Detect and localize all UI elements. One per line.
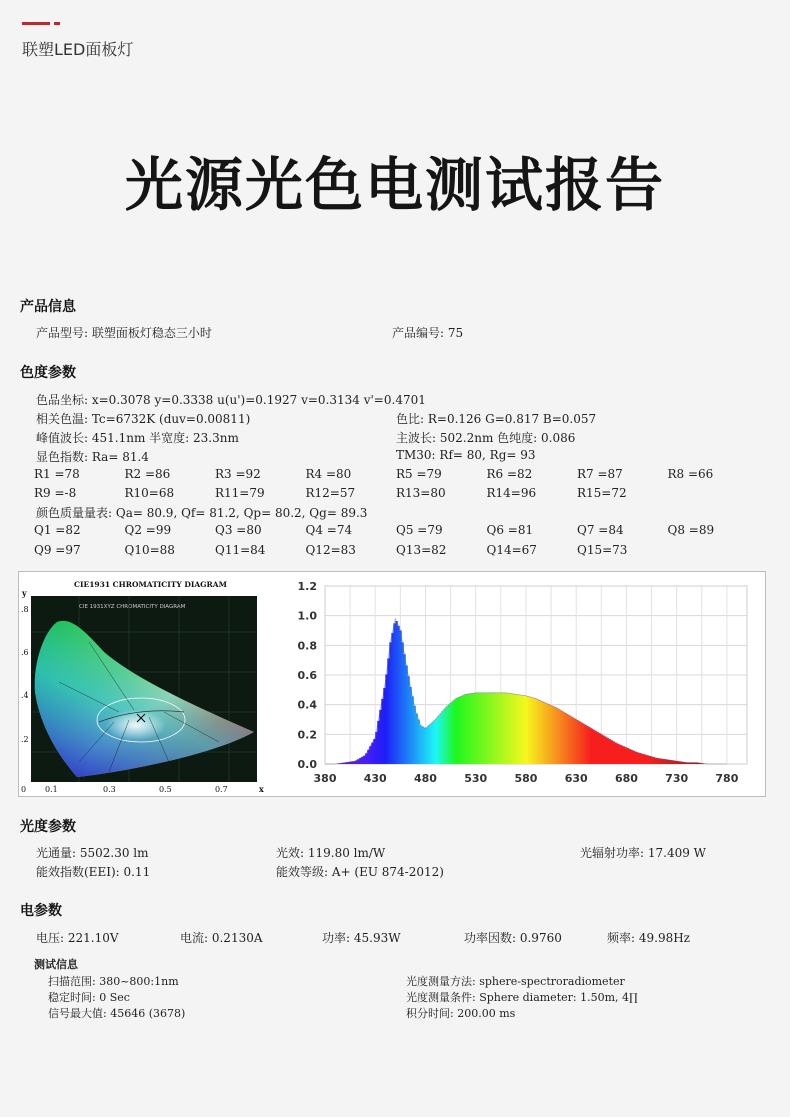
r-value-item: R6 =82 <box>486 467 533 481</box>
spd-y-tick: 1.0 <box>297 609 317 623</box>
r-value-item: R10=68 <box>124 486 175 500</box>
cie-inner-title: CIE 1931XYZ CHROMATICITY DIAGRAM <box>79 604 186 610</box>
section-heading-color: 色度参数 <box>20 365 76 381</box>
cie-x-tick: 0.5 <box>159 785 172 794</box>
q-value-item: Q8 =89 <box>667 523 715 537</box>
r-value-item: R2 =86 <box>124 467 171 481</box>
section-heading-product: 产品信息 <box>20 299 76 315</box>
measure-condition: 光度测量条件: Sphere diameter: 1.50m, 4∏ <box>406 991 638 1004</box>
r-value-item: R13=80 <box>396 486 446 500</box>
spd-y-tick: 0.8 <box>297 639 317 653</box>
radiant-power: 光辐射功率: 17.409 W <box>580 846 706 860</box>
cie-y-tick: .2 <box>21 735 29 744</box>
q-value-item: Q9 =97 <box>34 543 81 557</box>
q-value-item: Q5 =79 <box>396 523 443 537</box>
accent-dot <box>54 22 60 25</box>
cie-y-label: y <box>22 588 27 598</box>
cie-x-tick: 0.3 <box>103 785 116 794</box>
luminous-efficacy: 光效: 119.80 lm/W <box>276 846 386 860</box>
cie-y-tick: .6 <box>21 648 29 657</box>
test-info-heading: 测试信息 <box>34 958 78 971</box>
q-value-item: Q14=67 <box>486 543 537 557</box>
spectrum-chart <box>273 572 765 796</box>
r-value-item: R12=57 <box>305 486 356 500</box>
peak-wavelength: 峰值波长: 451.1nm 半宽度: 23.3nm <box>36 431 239 445</box>
figure-panel <box>18 571 766 797</box>
r-value-item: R9 =-8 <box>34 486 77 500</box>
section-heading-photometric: 光度参数 <box>20 819 76 835</box>
cie-x-tick: 0.7 <box>215 785 228 794</box>
page-title: 光源光色电测试报告 <box>124 151 665 219</box>
voltage-value: 电压: 221.10V <box>36 931 119 945</box>
spd-x-tick: 730 <box>665 772 689 785</box>
r-value-item: R3 =92 <box>215 467 261 481</box>
r-value-item: R5 =79 <box>396 467 442 481</box>
product-serial: 产品编号: 75 <box>392 326 464 340</box>
stable-time: 稳定时间: 0 Sec <box>48 991 130 1004</box>
spd-y-tick: 0.6 <box>297 669 317 682</box>
scan-range: 扫描范围: 380~800:1nm <box>48 975 179 988</box>
cie-y-tick: .8 <box>21 605 29 614</box>
q-value-item: Q6 =81 <box>486 523 534 537</box>
chromaticity-coords: 色品坐标: x=0.3078 y=0.3338 u(u')=0.1927 v=0.3134 v'=0.4701 <box>36 393 426 407</box>
power-factor: 功率因数: 0.9760 <box>464 931 562 945</box>
q-value-item: Q7 =84 <box>577 523 624 537</box>
quality-scale: 颜色质量量表: Qa= 80.9, Qf= 81.2, Qp= 80.2, Qg= 89.3 <box>36 506 368 520</box>
q-value-item: Q10=88 <box>124 543 175 557</box>
spd-y-tick: 1.2 <box>297 580 317 593</box>
q-value-item: Q3 =80 <box>215 523 262 537</box>
signal-max: 信号最大值: 45646 (3678) <box>48 1007 186 1020</box>
r-value-item: R14=96 <box>486 486 537 500</box>
r-value-item: R4 =80 <box>305 467 352 481</box>
power-value: 功率: 45.93W <box>322 931 401 945</box>
r-value-item: R7 =87 <box>577 467 623 481</box>
spd-x-tick: 580 <box>514 772 538 785</box>
r-value-item: R11=79 <box>215 486 265 500</box>
cie-x-tick: 0.1 <box>45 785 58 794</box>
spd-x-tick: 480 <box>413 772 437 785</box>
luminous-flux: 光通量: 5502.30 lm <box>36 846 149 860</box>
q-value-item: Q13=82 <box>396 543 447 557</box>
spd-x-tick: 780 <box>715 772 739 785</box>
spd-x-tick: 430 <box>363 772 387 785</box>
spd-y-tick: 0.2 <box>297 728 317 742</box>
accent-bar <box>22 22 50 25</box>
dominant-wavelength: 主波长: 502.2nm 色纯度: 0.086 <box>396 431 576 445</box>
q-value-item: Q1 =82 <box>34 523 81 537</box>
cie-diagram <box>19 572 269 796</box>
section-heading-electrical: 电参数 <box>20 903 62 919</box>
r-value-item: R8 =66 <box>667 467 714 481</box>
spd-y-tick: 0.0 <box>297 758 317 771</box>
spd-x-tick: 530 <box>464 772 488 785</box>
q-value-item: Q2 =99 <box>124 523 172 537</box>
q-value-item: Q15=73 <box>577 543 628 557</box>
cct-value: 相关色温: Tc=6732K (duv=0.00811) <box>36 412 251 426</box>
spd-y-tick: 0.4 <box>297 698 317 712</box>
spd-x-tick: 680 <box>614 772 638 785</box>
current-value: 电流: 0.2130A <box>180 931 263 945</box>
q-value-item: Q4 =74 <box>305 523 353 537</box>
frequency-value: 频率: 49.98Hz <box>607 931 690 945</box>
r-value-item: R1 =78 <box>34 467 80 481</box>
measure-method: 光度测量方法: sphere-spectroradiometer <box>406 975 625 988</box>
cie-x-label: x <box>259 784 264 794</box>
spd-x-tick: 630 <box>564 772 588 785</box>
spd-x-tick: 380 <box>313 772 337 785</box>
q-value-item: Q11=84 <box>215 543 266 557</box>
efficiency-grade: 能效等级: A+ (EU 874-2012) <box>276 865 444 879</box>
cie-y-tick: .4 <box>21 691 29 700</box>
cri-value: 显色指数: Ra= 81.4 <box>36 450 149 464</box>
eei-value: 能效指数(EEI): 0.11 <box>36 865 151 879</box>
integral-time: 积分时间: 200.00 ms <box>406 1007 516 1020</box>
q-value-item: Q12=83 <box>305 543 356 557</box>
brand-label: 联塑LED面板灯 <box>22 40 134 59</box>
r-value-item: R15=72 <box>577 486 627 500</box>
product-model: 产品型号: 联塑面板灯稳态三小时 <box>36 326 212 340</box>
cie-x-tick: 0 <box>21 785 27 794</box>
color-ratio: 色比: R=0.126 G=0.817 B=0.057 <box>396 412 597 426</box>
tm30-value: TM30: Rf= 80, Rg= 93 <box>396 448 536 462</box>
cie-title: CIE1931 CHROMATICITY DIAGRAM <box>74 580 227 589</box>
